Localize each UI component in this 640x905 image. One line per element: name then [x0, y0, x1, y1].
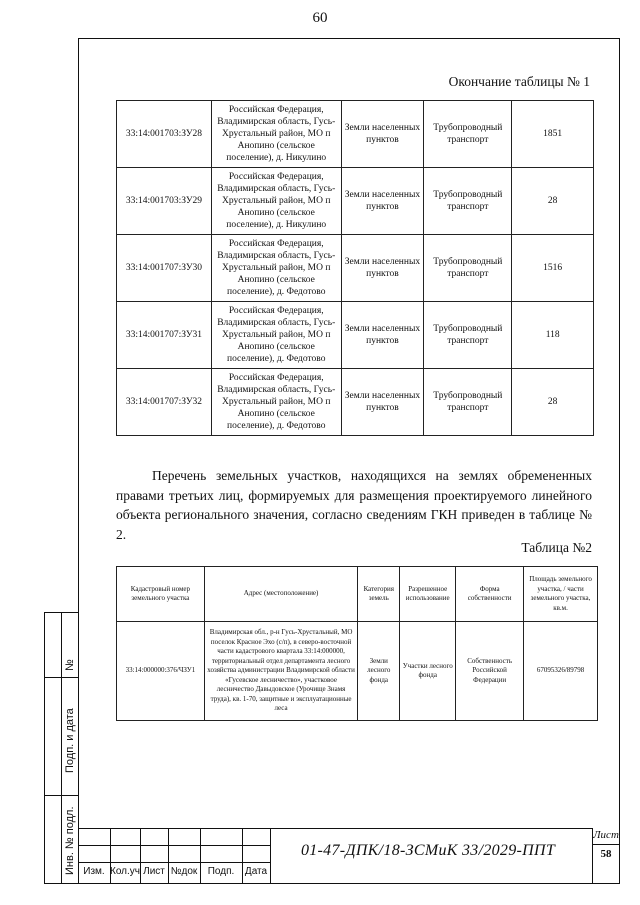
table2-header-ownership: Форма собственности — [456, 567, 524, 622]
body-paragraph: Перечень земельных участков, находящихся на землях обремененных правами третьих лиц, формируемых для размещения проектируемого линейного объекта регионального значения, согласно сведениям ГКН приведен в таблице № 2. — [116, 468, 592, 542]
table1-use-cell: Трубопроводный транспорт — [424, 235, 512, 302]
table1-area-cell: 1516 — [512, 235, 594, 302]
table1-cadastral-cell: 33:14:001703:ЗУ29 — [117, 168, 212, 235]
strip-number-label: № — [64, 659, 76, 671]
table-row — [117, 101, 594, 168]
table2-cadastral-cell: 33:14:000000:376/ЧЗУ1 — [117, 622, 205, 721]
table-row — [117, 622, 598, 721]
table-row — [117, 168, 594, 235]
table2-use-cell: Участки лесного фонда — [400, 622, 456, 721]
table1-area-cell: 28 — [512, 168, 594, 235]
table2-header-use: Разрешенное использование — [400, 567, 456, 622]
table-row — [117, 235, 594, 302]
sheet-label: Лист — [593, 829, 619, 841]
title-col-count: Кол.уч — [110, 866, 140, 877]
land-plots-table — [116, 100, 594, 436]
table1-use-cell: Трубопроводный транспорт — [424, 302, 512, 369]
table1-address-cell: Российская Федерация, Владимирская область, Гусь-Хрустальный район, МО п Анопино (сельское поселение), д. Федотово — [211, 302, 341, 369]
table2-header-cadastral: Кадастровый номер земельного участка — [117, 567, 205, 622]
strip-inv-no-label: Инв. № подл. — [64, 806, 76, 875]
table1-address-cell: Российская Федерация, Владимирская область, Гусь-Хрустальный район, МО п Анопино (сельское поселение), д. Никулино — [211, 101, 341, 168]
table2-header-category: Категория земель — [358, 567, 400, 622]
title-col-sheet: Лист — [143, 866, 165, 877]
table2-area-cell: 67095326/89798 — [524, 622, 598, 721]
table2-ownership-cell: Собственность Российской Федерации — [456, 622, 524, 721]
strip-sign-date-label: Подп. и дата — [64, 708, 76, 773]
table1-area-cell: 1851 — [512, 101, 594, 168]
table1-cadastral-cell: 33:14:001707:ЗУ30 — [117, 235, 212, 302]
table2-category-cell: Земли лесного фонда — [358, 622, 400, 721]
table2-address-cell: Владимирская обл., р-н Гусь-Хрустальный, МО поселок Красное Эхо (с/п), в северо-восточной части кадастрового квартала 33:14:000000, территориальный отдел департамента лесного хозяйства администрации Владимирской области «Гусевское лесничество», участковое лесничество Давыдовское (Урочище Знамя труда), кв. 1-70, защитные и эксплуатационные леса — [204, 622, 357, 721]
table1-address-cell: Российская Федерация, Владимирская область, Гусь-Хрустальный район, МО п Анопино (сельское поселение), д. Никулино — [211, 168, 341, 235]
title-col-change: Изм. — [83, 866, 105, 877]
document-code: 01-47-ДПК/18-ЗСМиК 33/2029-ППТ — [300, 842, 556, 859]
table1-address-cell: Российская Федерация, Владимирская область, Гусь-Хрустальный район, МО п Анопино (сельское поселение), д. Федотово — [211, 369, 341, 436]
title-col-doc: №док — [170, 866, 198, 877]
table1-use-cell: Трубопроводный транспорт — [424, 369, 512, 436]
table2-header-area: Площадь земельного участка, / части земельного участка, кв.м. — [524, 567, 598, 622]
table2-header-address: Адрес (местоположение) — [204, 567, 357, 622]
table1-category-cell: Земли населенных пунктов — [341, 369, 424, 436]
table1-caption: Окончание таблицы № 1 — [448, 74, 590, 89]
encumbered-plots-table — [116, 566, 598, 721]
page-number: 60 — [312, 10, 328, 26]
table1-category-cell: Земли населенных пунктов — [341, 168, 424, 235]
table1-category-cell: Земли населенных пунктов — [341, 101, 424, 168]
table1-category-cell: Земли населенных пунктов — [341, 302, 424, 369]
table1-area-cell: 28 — [512, 369, 594, 436]
table-row — [117, 369, 594, 436]
table1-cadastral-cell: 33:14:001707:ЗУ32 — [117, 369, 212, 436]
table1-cadastral-cell: 33:14:001703:ЗУ28 — [117, 101, 212, 168]
title-block — [78, 828, 620, 884]
table1-area-cell: 118 — [512, 302, 594, 369]
table1-use-cell: Трубопроводный транспорт — [424, 101, 512, 168]
table-row — [117, 302, 594, 369]
table1-use-cell: Трубопроводный транспорт — [424, 168, 512, 235]
title-col-sign: Подп. — [207, 866, 235, 877]
table2-caption: Таблица №2 — [521, 540, 592, 555]
table1-cadastral-cell: 33:14:001707:ЗУ31 — [117, 302, 212, 369]
table1-address-cell: Российская Федерация, Владимирская область, Гусь-Хрустальный район, МО п Анопино (сельское поселение), д. Федотово — [211, 235, 341, 302]
sheet-number: 58 — [600, 848, 612, 860]
table1-category-cell: Земли населенных пунктов — [341, 235, 424, 302]
title-col-date: Дата — [244, 866, 268, 877]
left-stamp-strip — [44, 612, 78, 884]
